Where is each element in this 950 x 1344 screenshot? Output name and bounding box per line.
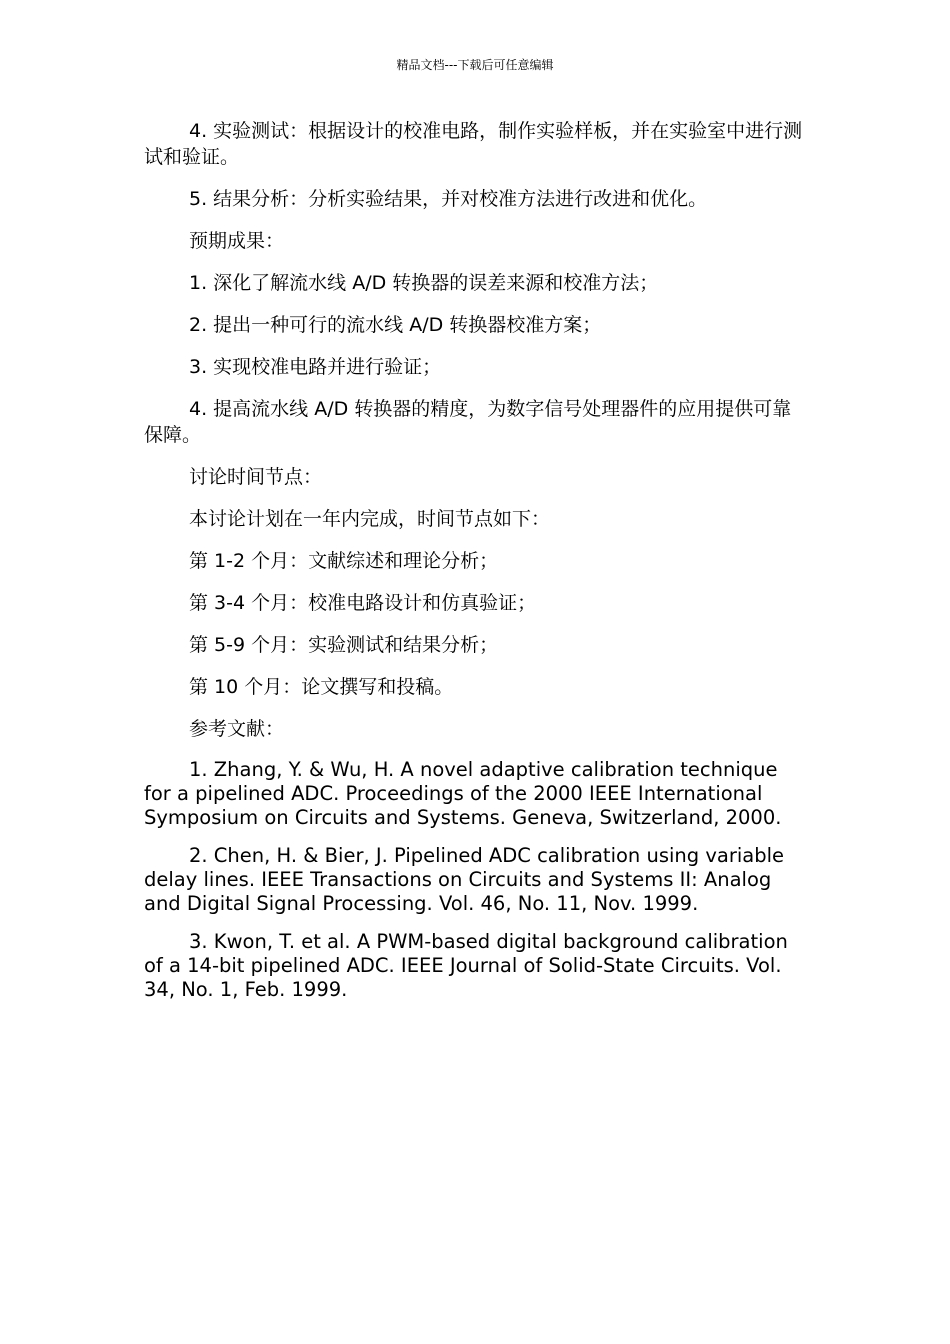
timeline-intro: 本讨论计划在一年内完成，时间节点如下： [189, 508, 551, 530]
expected-results-heading: 预期成果： [189, 230, 285, 252]
timeline-item: 第 5-9 个月：实验测试和结果分析； [189, 634, 499, 656]
timeline-item: 第 10 个月：论文撰写和投稿。 [189, 676, 454, 698]
reference-item: 2. Chen, H. & Bier, J. Pipelined ADC calibration using variable delay lines. IEEE Transactions on Circuits and Systems II: Analog and Digital Signal Processing. Vol. 46, No. 11, Nov. 1999. [144, 844, 785, 915]
document-body [144, 118, 806, 1016]
reference-item: 3. Kwon, T. et al. A PWM-based digital background calibration of a 14-bit pipelined ADC. IEEE Journal of Solid-State Circuits. Vol. 34, No. 1, Feb. 1999. [144, 930, 788, 1001]
step-5-result-analysis: 5. 结果分析：分析实验结果，并对校准方法进行改进和优化。 [189, 188, 708, 210]
page-header-note: 精品文档---下载后可任意编辑 [396, 58, 554, 72]
step-4-experiment-test: 4. 实验测试：根据设计的校准电路，制作实验样板，并在实验室中进行测试和验证。 [144, 120, 803, 168]
timeline-item: 第 3-4 个月：校准电路设计和仿真验证； [189, 592, 537, 614]
timeline-item: 第 1-2 个月：文献综述和理论分析； [189, 550, 499, 572]
expected-result-item: 1. 深化了解流水线 A/D 转换器的误差来源和校准方法； [189, 272, 659, 294]
references-heading: 参考文献： [189, 718, 285, 740]
reference-item: 1. Zhang, Y. & Wu, H. A novel adaptive calibration technique for a pipelined ADC. Proceedings of the 2000 IEEE International Symposium on Circuits and Systems. Geneva, Switzerland, 2000. [144, 758, 782, 829]
expected-result-item: 3. 实现校准电路并进行验证； [189, 356, 442, 378]
expected-result-item: 2. 提出一种可行的流水线 A/D 转换器校准方案； [189, 314, 602, 336]
expected-result-item: 4. 提高流水线 A/D 转换器的精度，为数字信号处理器件的应用提供可靠保障。 [144, 398, 792, 446]
timeline-heading: 讨论时间节点： [189, 466, 323, 488]
